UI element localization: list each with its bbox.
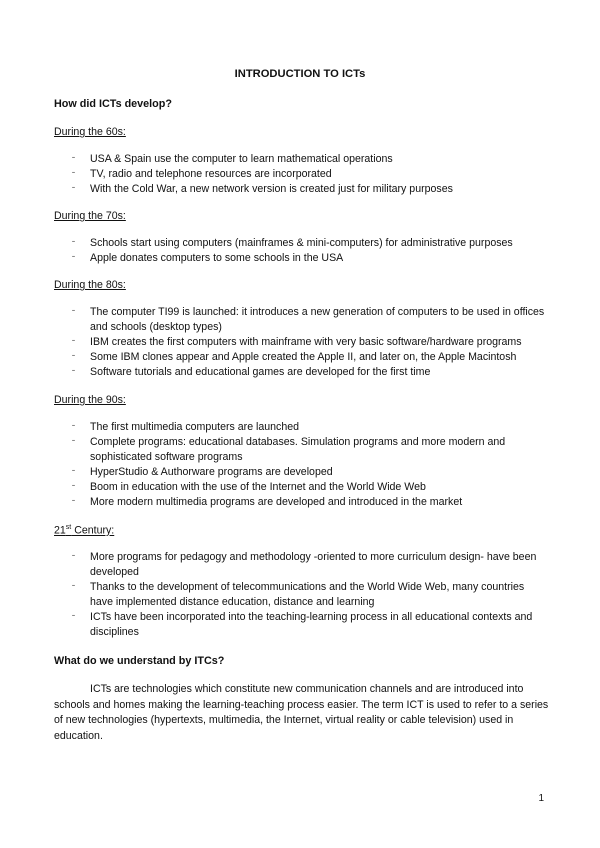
- list-item: ˗ Complete programs: educational databases. Simulation programs and more modern and sophisticated software programs: [72, 434, 506, 463]
- bullet-marker-icon: ˗: [72, 235, 75, 245]
- list-item: ˗ Apple donates computers to some schools in the USA: [72, 250, 344, 264]
- bullet-marker-icon: ˗: [72, 464, 75, 474]
- section-label-60s: During the 60s:: [54, 126, 126, 138]
- bullet-marker-icon: ˗: [72, 304, 75, 314]
- bullet-list-80s: [0, 305, 546, 380]
- list-item: ˗ Software tutorials and educational games are developed for the first time: [72, 364, 431, 378]
- heading-what-understand-itcs: What do we understand by ITCs?: [54, 655, 225, 667]
- list-item: ˗ TV, radio and telephone resources are incorporated: [72, 166, 332, 180]
- list-item: ˗ Some IBM clones appear and Apple created the Apple II, and later on, the Apple Macintosh: [72, 349, 517, 363]
- document-title: INTRODUCTION TO ICTs: [234, 68, 366, 80]
- bullet-list-60s: [0, 152, 546, 197]
- bullet-marker-icon: ˗: [72, 334, 75, 344]
- definition-paragraph: ICTs are technologies which constitute new communication channels and are introduced into schools and homes making the learning-teaching process easier. The term ICT is used to refer to a series of new technologies (hypertexts, multimedia, the Internet, virtual reality or cable television) used in education.: [54, 683, 549, 742]
- bullet-marker-icon: ˗: [72, 151, 75, 161]
- list-item: ˗ More programs for pedagogy and methodology -oriented to more curriculum design- have been developed: [72, 549, 537, 578]
- bullet-marker-icon: ˗: [72, 250, 75, 260]
- list-item: ˗ More modern multimedia programs are developed and introduced in the market: [72, 494, 463, 508]
- list-item: ˗ HyperStudio & Authorware programs are developed: [72, 464, 333, 478]
- list-item: ˗ Schools start using computers (mainframes & mini-computers) for administrative purposes: [72, 235, 513, 249]
- list-item: ˗ The first multimedia computers are launched: [72, 419, 300, 433]
- section-label-21st-century: 21st Century:: [54, 524, 115, 537]
- bullet-list-90s: [0, 420, 546, 510]
- section-label-90s: During the 90s:: [54, 394, 126, 406]
- bullet-marker-icon: ˗: [72, 434, 75, 444]
- bullet-marker-icon: ˗: [72, 494, 75, 504]
- list-item: ˗ USA & Spain use the computer to learn mathematical operations: [72, 151, 393, 165]
- bullet-marker-icon: ˗: [72, 166, 75, 176]
- bullet-marker-icon: ˗: [72, 549, 75, 559]
- bullet-marker-icon: ˗: [72, 349, 75, 359]
- bullet-marker-icon: ˗: [72, 479, 75, 489]
- page-number: 1: [538, 793, 544, 804]
- section-label-80s: During the 80s:: [54, 279, 126, 291]
- list-item: ˗ With the Cold War, a new network version is created just for military purposes: [72, 181, 453, 195]
- bullet-marker-icon: ˗: [72, 579, 75, 589]
- list-item: ˗ The computer TI99 is launched: it introduces a new generation of computers to be used in offices and schools (desktop types): [72, 304, 545, 333]
- heading-how-ictsdevelop: How did ICTs develop?: [54, 98, 172, 110]
- section-label-70s: During the 70s:: [54, 210, 126, 222]
- bullet-marker-icon: ˗: [72, 419, 75, 429]
- list-item: ˗ ICTs have been incorporated into the teaching-learning process in all educational contexts and disciplines: [72, 609, 533, 638]
- bullet-marker-icon: ˗: [72, 609, 75, 619]
- bullet-marker-icon: ˗: [72, 364, 75, 374]
- bullet-list-21st-century: [0, 550, 546, 640]
- bullet-list-70s: [0, 236, 546, 266]
- list-item: ˗ Boom in education with the use of the Internet and the World Wide Web: [72, 479, 426, 493]
- list-item: ˗ IBM creates the first computers with mainframe with very basic software/hardware programs: [72, 334, 522, 348]
- list-item: ˗ Thanks to the development of telecommunications and the World Wide Web, many countries have implemented distance education, distance and learning: [72, 579, 525, 608]
- bullet-marker-icon: ˗: [72, 181, 75, 191]
